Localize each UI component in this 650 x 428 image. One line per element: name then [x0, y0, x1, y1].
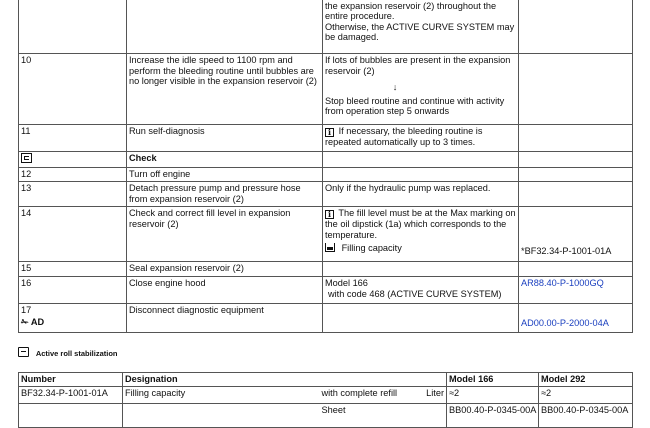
info-icon: i — [325, 128, 334, 137]
step-action: Seal expansion reservoir (2) — [127, 262, 323, 277]
reference-text: *BF32.34-P-1001-01A — [521, 245, 612, 256]
check-section-icon — [21, 153, 32, 163]
cell-designation: Filling capacity — [123, 386, 320, 403]
cell-designation — [123, 403, 320, 427]
procedure-table — [18, 0, 633, 333]
cell-sub: Sheet — [320, 403, 447, 427]
cell-model-292: BB00.40-P-0345-00A — [539, 403, 633, 427]
reference-link[interactable]: AR88.40-P-1000GQ — [521, 277, 604, 288]
table-row — [19, 182, 633, 207]
reference-cell — [519, 303, 633, 332]
cell-number — [19, 403, 123, 427]
table-row — [19, 386, 633, 403]
step-action: Check and correct fill level in expansion reservoir (2) — [127, 207, 323, 262]
table-row — [19, 167, 633, 182]
data-table — [18, 372, 633, 428]
step-number: 13 — [19, 182, 127, 207]
header-designation: Designation — [123, 373, 320, 387]
reference-link[interactable]: AD00.00-P-2000-04A — [521, 318, 609, 329]
step-note: i If necessary, the bleeding routine is repeated automatically up to 3 times. — [323, 125, 519, 152]
note-cell: the expansion reservoir (2) throughout the entire procedure. Otherwise, the ACTIVE CURVE SYSTEM may be damaged. — [323, 0, 519, 54]
header-model-166: Model 166 — [447, 373, 539, 387]
cell-sub: with complete refill Liter — [320, 386, 447, 403]
table-row — [19, 303, 633, 332]
table-row — [19, 0, 633, 54]
table-row — [19, 207, 633, 262]
section-heading: Active roll stabilization — [18, 347, 118, 358]
step-number: 17 ✁ AD — [19, 303, 127, 332]
step-note: Only if the hydraulic pump was replaced. — [323, 182, 519, 207]
step-action: Turn off engine — [127, 167, 323, 182]
header-number: Number — [19, 373, 123, 387]
header-model-292: Model 292 — [539, 373, 633, 387]
step-action: Disconnect diagnostic equipment — [127, 303, 323, 332]
step-number: 16 — [19, 276, 127, 303]
table-row — [19, 152, 633, 168]
reference-cell — [519, 207, 633, 262]
reference-cell — [519, 276, 633, 303]
step-number: 15 — [19, 262, 127, 277]
step-note: Model 166 with code 468 (ACTIVE CURVE SYSTEM) — [323, 276, 519, 303]
table-row — [19, 403, 633, 427]
step-action: Close engine hood — [127, 276, 323, 303]
step-action: Run self-diagnosis — [127, 125, 323, 152]
step-action: Increase the idle speed to 1100 rpm and perform the bleeding routine until bubbles are no longer visible in the expansion reservoir (2) — [127, 54, 323, 125]
table-row — [19, 262, 633, 277]
table-row — [19, 54, 633, 125]
table-row — [19, 125, 633, 152]
step-number: 12 — [19, 167, 127, 182]
table-header-row — [19, 373, 633, 387]
step-number: 11 — [19, 125, 127, 152]
filling-capacity-icon — [325, 243, 335, 252]
info-icon: i — [325, 210, 334, 219]
vehicle-system-icon — [18, 347, 29, 357]
cell-model-292: ≈2 — [539, 386, 633, 403]
step-note: i The fill level must be at the Max marking on the oil dipstick (1a) which corresponds to the temperature. Filling capacity — [323, 207, 519, 262]
down-arrow-icon: ↓ — [392, 82, 398, 93]
step-number: 14 — [19, 207, 127, 262]
cell-model-166: BB00.40-P-0345-00A — [447, 403, 539, 427]
cell-number: BF32.34-P-1001-01A — [19, 386, 123, 403]
step-note: If lots of bubbles are present in the expansion reservoir (2) ↓ Stop bleed routine and continue with activity from operation step 5 onwards — [323, 54, 519, 125]
cell-model-166: ≈2 — [447, 386, 539, 403]
table-row — [19, 276, 633, 303]
section-label: Check — [127, 152, 323, 168]
step-number: 10 — [19, 54, 127, 125]
diagnosis-icon: ✁ — [21, 316, 29, 327]
step-action: Detach pressure pump and pressure hose from expansion reservoir (2) — [127, 182, 323, 207]
